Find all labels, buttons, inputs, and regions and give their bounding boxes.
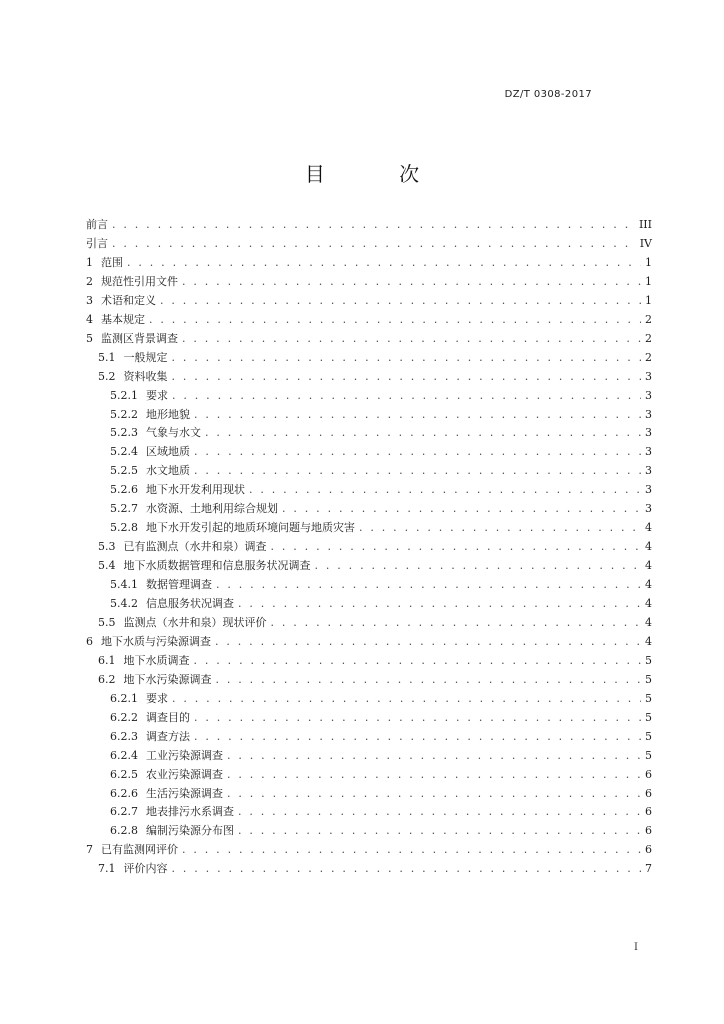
toc-entry-page: 6 [645, 824, 652, 838]
toc-entry[interactable] [86, 558, 652, 574]
toc-entry-number: 5.4 [98, 559, 116, 573]
toc-entry-number: 6 [86, 634, 93, 648]
toc-entry-number: 4 [86, 312, 93, 326]
toc-entry-title: 基本规定 [101, 312, 145, 326]
toc-entry-title: 资料收集 [123, 369, 168, 383]
toc-entry-title: 术语和定义 [101, 293, 156, 307]
toc-entry-number: 5.2.6 [110, 483, 138, 497]
toc-entry-page: IV [639, 236, 652, 250]
toc-entry-number: 5.2.1 [110, 388, 138, 402]
toc-leader-dots [112, 236, 636, 252]
toc-entry-page: 3 [645, 445, 652, 459]
toc-entry-page: 3 [645, 407, 652, 421]
toc-entry-page: 1 [645, 293, 652, 307]
toc-entry[interactable] [86, 634, 652, 650]
toc-entry-number: 7.1 [98, 862, 116, 876]
toc-entry-title: 编制污染源分布图 [146, 824, 234, 838]
toc-leader-dots [160, 293, 641, 309]
toc-leader-dots [182, 274, 641, 290]
toc-leader-dots [359, 520, 641, 536]
toc-leader-dots [216, 672, 642, 688]
toc-leader-dots [249, 482, 641, 498]
toc-leader-dots [172, 369, 642, 385]
toc-leader-dots [205, 425, 641, 441]
toc-leader-dots [216, 577, 641, 593]
toc-entry-title: 地下水污染源调查 [123, 672, 212, 686]
toc-entry-number: 6.2.1 [110, 691, 138, 705]
toc-entry-title: 生活污染源调查 [146, 786, 223, 800]
toc-entry-title: 工业污染源调查 [146, 748, 223, 762]
toc-entry-title: 一般规定 [123, 350, 168, 364]
toc-entry-number: 6.2.8 [110, 824, 138, 838]
toc-entry-number: 6.2.3 [110, 729, 138, 743]
toc-entry[interactable] [86, 520, 652, 536]
toc-entry-title: 地表排污水系调查 [146, 805, 234, 819]
toc-entry-title: 调查目的 [146, 710, 190, 724]
toc-leader-dots [227, 786, 641, 802]
toc-leader-dots [215, 634, 641, 650]
toc-entry-title: 范围 [101, 255, 123, 269]
toc-leader-dots [238, 823, 641, 839]
toc-entry-number: 6.2.6 [110, 786, 138, 800]
toc-leader-dots [172, 388, 641, 404]
toc-entry-number: 6.2.2 [110, 710, 138, 724]
toc-entry-number: 6.2.7 [110, 805, 138, 819]
toc-entry-number: 6.2.5 [110, 767, 138, 781]
toc-entry-number: 6.2 [98, 672, 116, 686]
toc-leader-dots [282, 501, 641, 517]
toc-leader-dots [194, 729, 641, 745]
toc-entry[interactable] [86, 407, 652, 423]
toc-leader-dots [271, 615, 642, 631]
toc-entry-page: 1 [645, 255, 652, 269]
toc-entry[interactable] [86, 577, 652, 593]
toc-entry[interactable] [86, 463, 652, 479]
toc-entry-page: 1 [645, 274, 652, 288]
toc-entry-title: 地下水质数据管理和信息服务状况调查 [123, 559, 311, 573]
toc-entry-page: 4 [645, 521, 652, 535]
toc-entry[interactable] [86, 331, 652, 347]
toc-entry-title: 信息服务状况调查 [146, 597, 234, 610]
toc-entry-page: 3 [645, 483, 652, 497]
toc-entry[interactable] [86, 539, 652, 555]
toc-entry-title: 水资源、土地利用综合规划 [146, 502, 278, 516]
toc-leader-dots [194, 407, 641, 423]
toc-leader-dots [149, 312, 641, 328]
toc-entry-page: 3 [645, 502, 652, 516]
toc-entry-number: 5.4.2 [110, 597, 138, 610]
toc-entry-title: 监测点（水井和泉）现状评价 [123, 615, 267, 629]
toc-entry-page: 4 [645, 540, 652, 554]
toc-entry-number: 5.2.4 [110, 445, 138, 459]
toc-entry[interactable] [86, 823, 652, 839]
toc-entry-title: 农业污染源调查 [146, 767, 223, 781]
toc-entry-number: 5.2 [98, 369, 116, 383]
toc-entry[interactable] [86, 444, 652, 460]
toc-leader-dots [182, 331, 641, 347]
toc-leader-dots [194, 710, 641, 726]
toc-entry[interactable] [86, 388, 652, 404]
toc-leader-dots [315, 558, 642, 574]
toc-entry-title: 水文地质 [146, 464, 190, 478]
toc-entry-page: 7 [645, 862, 652, 876]
toc-entry[interactable] [86, 274, 652, 290]
toc-entry-title: 已有监测点（水井和泉）调查 [123, 540, 267, 554]
toc-entry-page: 4 [645, 578, 652, 592]
toc-entry-title: 已有监测网评价 [101, 843, 178, 857]
toc-entry[interactable] [86, 312, 652, 328]
toc-entry-number: 6.2.4 [110, 748, 138, 762]
toc-entry-title: 地形地貌 [146, 407, 190, 421]
standard-code: DZ/T 0308-2017 [504, 89, 592, 100]
toc-entry-title: 数据管理调查 [146, 578, 212, 592]
toc-leader-dots [194, 444, 641, 460]
toc-entry-number: 5.2.2 [110, 407, 138, 421]
toc-entry-title: 地下水开发引起的地质环境问题与地质灾害 [146, 521, 355, 535]
toc-entry-title: 评价内容 [123, 862, 168, 876]
toc-entry[interactable] [86, 861, 652, 877]
toc-entry[interactable] [86, 786, 652, 802]
toc-entry-title: 引言 [86, 236, 108, 250]
toc-entry-number: 5.2.5 [110, 464, 138, 478]
toc-entry[interactable] [86, 672, 652, 688]
toc-entry[interactable] [86, 767, 652, 783]
toc-leader-dots [172, 861, 642, 877]
toc-entry-page: 3 [645, 426, 652, 440]
toc-entry-title: 区域地质 [146, 445, 190, 459]
toc-entry[interactable] [86, 691, 652, 707]
toc-entry[interactable] [86, 255, 652, 271]
toc-entry-title: 调查方法 [146, 729, 190, 743]
toc-entry-page: 4 [645, 597, 652, 610]
toc-entry[interactable] [86, 350, 652, 366]
toc-entry-page: 6 [645, 767, 652, 781]
toc-entry-page: 4 [645, 559, 652, 573]
toc-leader-dots [112, 217, 635, 233]
toc-entry-number: 5.5 [98, 615, 116, 629]
toc-entry-title: 前言 [86, 218, 108, 231]
toc-entry-number: 5.2.7 [110, 502, 138, 516]
toc-entry-title: 地下水质调查 [123, 653, 190, 667]
toc-entry-page: 5 [645, 729, 652, 743]
toc-entry-number: 7 [86, 843, 93, 857]
toc-entry-page: 5 [645, 691, 652, 705]
toc-leader-dots [127, 255, 641, 271]
toc-entry-number: 5 [86, 331, 93, 345]
toc-entry[interactable] [86, 653, 652, 669]
toc-entry-title: 要求 [146, 691, 168, 705]
toc-entry[interactable] [86, 369, 652, 385]
toc-entry[interactable] [86, 293, 652, 309]
toc-entry-page: 5 [645, 653, 652, 667]
toc-entry[interactable] [86, 596, 652, 612]
toc-entry-page: 3 [645, 388, 652, 402]
page-title: 目 次 [304, 162, 454, 186]
toc-entry-page: 5 [645, 710, 652, 724]
toc-leader-dots [271, 539, 642, 555]
toc-entry-title: 规范性引用文件 [101, 274, 178, 288]
toc-entry-page: 5 [645, 672, 652, 686]
toc-entry-page: 3 [645, 464, 652, 478]
toc-entry-title: 地下水质与污染源调查 [101, 634, 211, 648]
toc-entry-number: 5.2.3 [110, 426, 138, 440]
toc-entry-page: III [638, 218, 652, 231]
toc-entry-title: 气象与水文 [146, 426, 201, 440]
toc-entry-page: 2 [645, 350, 652, 364]
toc-leader-dots [172, 350, 642, 366]
toc-entry-page: 3 [645, 369, 652, 383]
toc-leader-dots [194, 463, 641, 479]
toc-entry-page: 6 [645, 786, 652, 800]
toc-entry-title: 要求 [146, 388, 168, 402]
toc-entry[interactable] [86, 729, 652, 745]
toc-entry-page: 4 [645, 634, 652, 648]
toc-leader-dots [227, 767, 641, 783]
toc-leader-dots [172, 691, 641, 707]
toc-entry-number: 5.2.8 [110, 521, 138, 535]
toc-leader-dots [182, 842, 641, 858]
toc-entry[interactable] [86, 748, 652, 764]
page-number: I [634, 942, 638, 953]
toc-entry-number: 6.1 [98, 653, 116, 667]
toc-entry-page: 2 [645, 312, 652, 326]
toc-entry-page: 5 [645, 748, 652, 762]
toc-entry-title: 地下水开发利用现状 [146, 483, 245, 497]
toc-entry[interactable] [86, 615, 652, 631]
toc-entry-number: 3 [86, 293, 93, 307]
toc-entry[interactable] [86, 842, 652, 858]
toc-entry-number: 1 [86, 255, 93, 269]
toc-entry-number: 2 [86, 274, 93, 288]
toc-leader-dots [194, 653, 642, 669]
toc-entry[interactable] [86, 501, 652, 517]
toc-entry-number: 5.4.1 [110, 578, 138, 592]
toc-entry[interactable] [86, 710, 652, 726]
toc-entry-number: 5.1 [98, 350, 116, 364]
toc-leader-dots [238, 596, 641, 612]
toc-entry-title: 监测区背景调查 [101, 331, 178, 345]
toc-entry[interactable] [86, 804, 652, 820]
toc-entry[interactable] [86, 236, 652, 252]
toc-entry-page: 2 [645, 331, 652, 345]
toc-entry-number: 5.3 [98, 540, 116, 554]
toc-entry-page: 6 [645, 805, 652, 819]
toc-entry[interactable] [86, 425, 652, 441]
toc-leader-dots [227, 748, 641, 764]
toc-entry-page: 4 [645, 615, 652, 629]
toc-entry[interactable] [86, 482, 652, 498]
toc-leader-dots [238, 804, 641, 820]
toc-entry-page: 6 [645, 843, 652, 857]
toc-entry[interactable] [86, 217, 652, 233]
